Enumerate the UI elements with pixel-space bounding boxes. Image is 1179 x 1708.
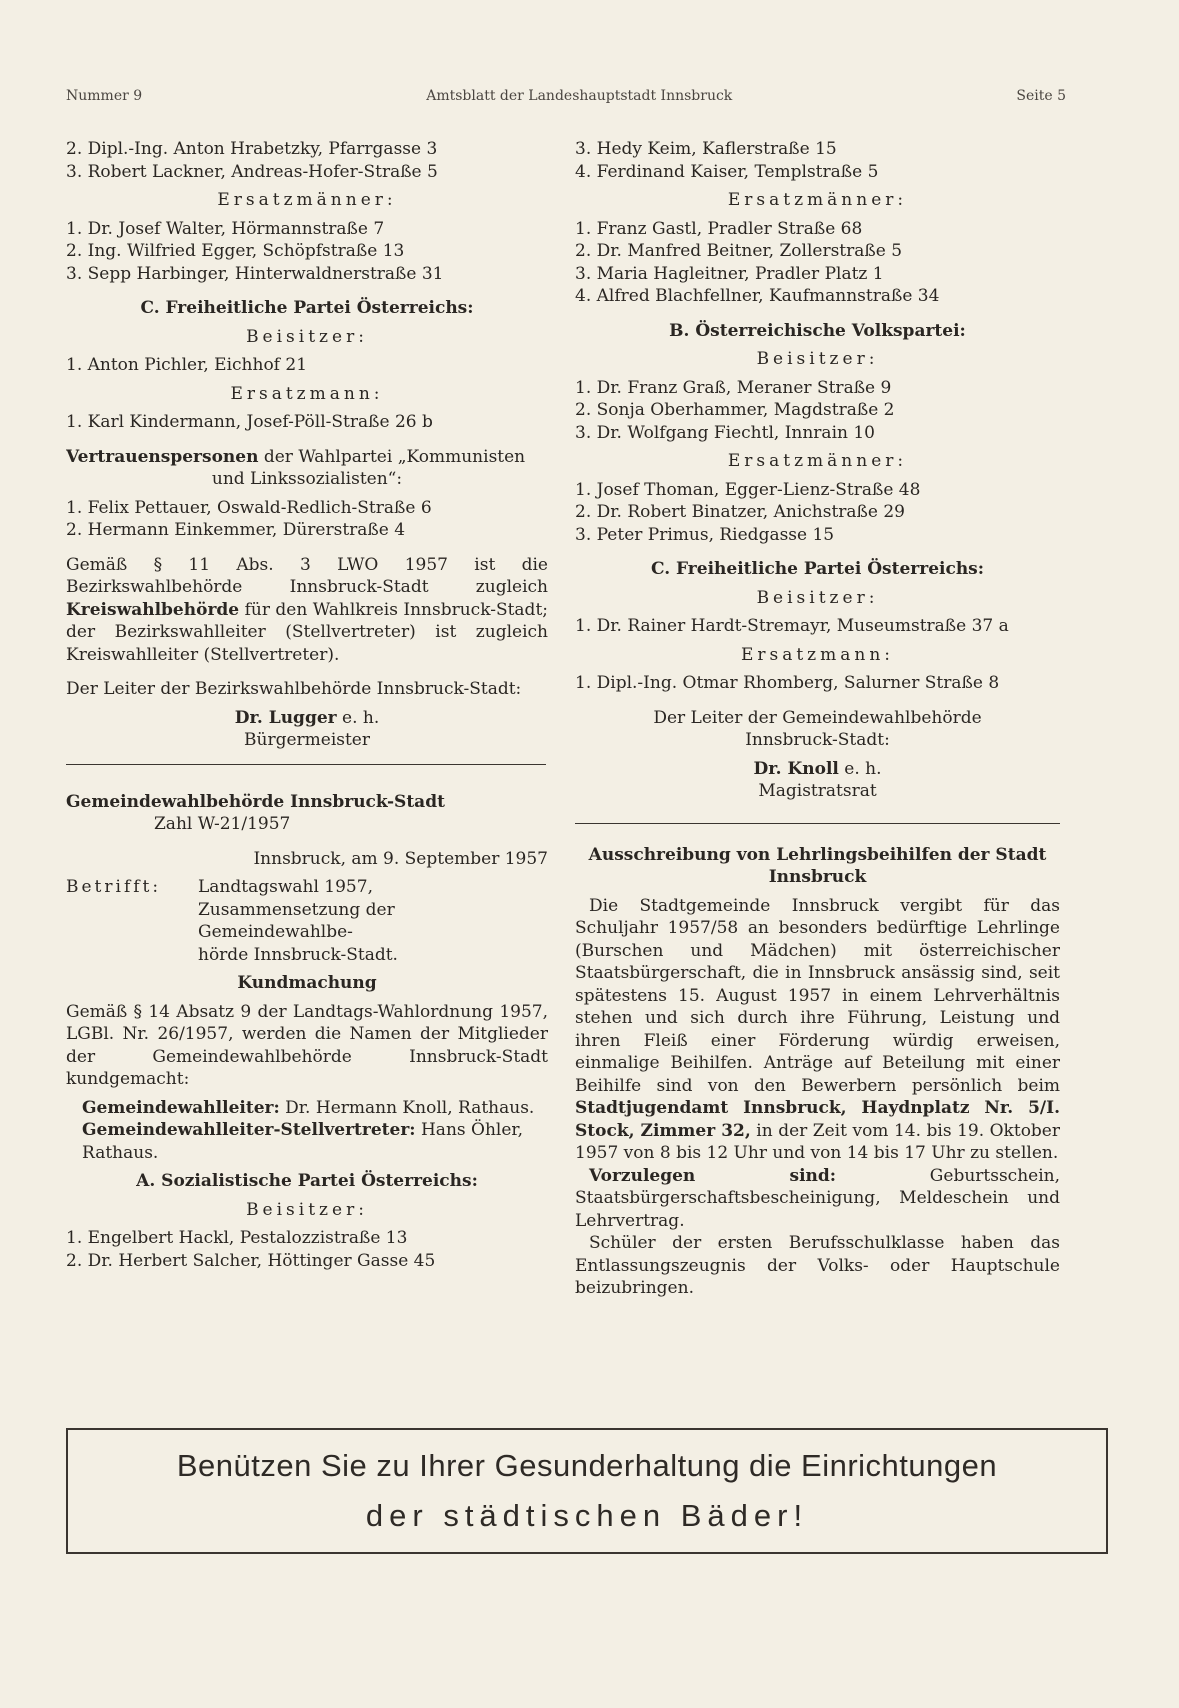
party-heading: C. Freiheitliche Partei Österreichs: (140, 298, 474, 318)
list-item: 1. Engelbert Hackl, Pestalozzistraße 13 (66, 1228, 408, 1248)
sig-suffix: e. h. (838, 758, 882, 779)
section-subheading: Beisitzer: (756, 349, 879, 369)
list-item: 2. Hermann Einkemmer, Dürerstraße 4 (66, 520, 406, 540)
section-subheading: Ersatzmänner: (727, 190, 908, 210)
list-item: 2. Dr. Herbert Salcher, Höttinger Gasse 45 (66, 1250, 436, 1271)
page-number: Seite 5 (1016, 88, 1066, 104)
list-item: 3. Maria Hagleitner, Pradler Platz 1 (575, 263, 884, 284)
list-item: 1. Dipl.-Ing. Otmar Rhomberg, Salurner Straße 8 (575, 673, 1000, 693)
publication-title: Amtsblatt der Landeshauptstadt Innsbruck (426, 88, 733, 104)
page-header (66, 88, 1066, 104)
para-text: Die Stadtgemeinde Innsbruck vergibt für das Schuljahr 1957/58 an besonders bedürftige Lehrlinge (Burschen und Mädchen) mit österreichischer Staatsbürgerschaft, die in Innsbruck ansässig sind, seit spätestens 15. August 1957 in einem Lehrverhältnis stehen und sich durch ihre Führung, Leistung und ihren Fleiß einer Förderung würdig erweisen, einmalige Beihilfen. Anträge auf Beteilung mit einer Beihilfe sind von den Bewerbern persönlich beim (575, 895, 1060, 1096)
kundmachung-heading: Kundmachung (237, 973, 377, 993)
para-bold: Stadtjugendamt Innsbruck, Haydnplatz Nr. 5/I. Stock, Zimmer 32, (575, 1098, 1060, 1141)
signature-title: Bürgermeister (244, 730, 370, 750)
vorzulegen-paragraph (575, 1165, 1060, 1233)
baths-notice-box (66, 1428, 1108, 1554)
signature-name (66, 707, 548, 730)
ausschreibung-heading: Ausschreibung von Lehrlingsbeihilfen der Stadt (588, 844, 1047, 865)
section-divider (66, 764, 546, 765)
list-item: 1. Karl Kindermann, Josef-Pöll-Straße 26 b (66, 412, 433, 432)
sig-suffix: e. h. (336, 707, 380, 728)
betrifft-label: Betrifft: (66, 877, 162, 897)
section-subheading: Beisitzer: (756, 587, 879, 608)
list-item: 1. Franz Gastl, Pradler Straße 68 (575, 218, 863, 239)
signature-intro: Der Leiter der Bezirkswahlbehörde Innsbruck-Stadt: (66, 679, 522, 699)
section-subheading: Beisitzer: (246, 1199, 368, 1220)
kundmachung-paragraph: Gemäß § 14 Absatz 9 der Landtags-Wahlordnung 1957, LGBl. Nr. 26/1957, werden die Namen der Mitglieder der Gemeindewahlbehörde Innsbruck-Stadt kundgemacht: (66, 1001, 548, 1089)
list-item: 4. Alfred Blachfellner, Kaufmannstraße 34 (575, 286, 940, 306)
section-subheading: Beisitzer: (246, 326, 368, 347)
signature-intro-line2: Innsbruck-Stadt: (745, 730, 890, 750)
party-heading: A. Sozialistische Partei Österreichs: (136, 1171, 478, 1191)
list-item: 3. Hedy Keim, Kaflerstraße 15 (575, 139, 837, 159)
para-bold: Kreiswahlbehörde (66, 599, 240, 620)
list-item: 1. Dr. Franz Graß, Meraner Straße 9 (575, 377, 892, 398)
betrifft-line: Zusammensetzung der Gemeindewahlbe- (198, 899, 395, 942)
signature-intro: Der Leiter der Gemeindewahlbehörde (653, 707, 982, 728)
para-text: Geburtsschein, Staatsbürgerschaftsbescheinigung, Meldeschein und Lehrvertrag. (575, 1165, 1060, 1231)
list-item: 3. Sepp Harbinger, Hinterwaldnerstraße 31 (66, 263, 444, 284)
list-item: 2. Ing. Wilfried Egger, Schöpfstraße 13 (66, 241, 405, 261)
gwb-heading: Gemeindewahlbehörde Innsbruck-Stadt (66, 791, 445, 812)
section-subheading: Ersatzmann: (740, 644, 895, 665)
gemaess-paragraph (66, 554, 548, 667)
section-divider (575, 823, 1060, 824)
list-item: 3. Robert Lackner, Andreas-Hofer-Straße 5 (66, 161, 438, 182)
signature-title: Magistratsrat (758, 781, 877, 801)
list-item: 4. Ferdinand Kaiser, Templstraße 5 (575, 161, 879, 182)
section-subheading: Ersatzmänner: (217, 190, 397, 210)
sig-name: Dr. Knoll (753, 758, 839, 779)
list-item: 2. Dipl.-Ing. Anton Hrabetzky, Pfarrgasse 3 (66, 139, 438, 159)
date-line: Innsbruck, am 9. September 1957 (253, 848, 548, 869)
party-heading: C. Freiheitliche Partei Österreichs: (650, 559, 985, 579)
list-item: 3. Peter Primus, Riedgasse 15 (575, 524, 835, 545)
right-column (575, 138, 1060, 1300)
section-subheading: Ersatzmänner: (727, 451, 908, 471)
vertrauen-heading-line2: und Linkssozialisten“: (211, 469, 403, 489)
schueler-paragraph: Schüler der ersten Berufsschulklasse haben das Entlassungszeugnis der Volks- oder Hauptschule beizubringen. (575, 1233, 1060, 1298)
stv-label: Gemeindewahlleiter-Stellvertreter: (82, 1120, 416, 1140)
stv-value: Hans Öhler, Rathaus. (82, 1120, 524, 1163)
ausschreibung-paragraph (575, 895, 1060, 1165)
betrifft-block (66, 876, 548, 966)
left-column (66, 138, 548, 1272)
leiter-label: Gemeindewahlleiter: (82, 1097, 280, 1118)
list-item: 1. Josef Thoman, Egger-Lienz-Straße 48 (575, 479, 921, 500)
betrifft-text (198, 876, 548, 966)
stv-line (66, 1119, 548, 1164)
list-item: 1. Felix Pettauer, Oswald-Redlich-Straße 6 (66, 497, 432, 518)
leiter-line (66, 1097, 548, 1120)
signature-name (575, 758, 1060, 781)
list-item: 1. Anton Pichler, Eichhof 21 (66, 355, 308, 375)
party-heading: B. Österreichische Volkspartei: (669, 320, 966, 341)
para-bold: Vorzulegen sind: (589, 1165, 837, 1186)
list-item: 3. Dr. Wolfgang Fiechtl, Innrain 10 (575, 422, 875, 443)
para-text: für den Wahlkreis Innsbruck-Stadt; der Bezirkswahlleiter (Stellvertreter) ist zugleich Kreiswahlleiter (Stellvertreter). (66, 599, 548, 665)
ausschreibung-heading-2: Innsbruck (768, 867, 867, 887)
betrifft-line: hörde Innsbruck-Stadt. (198, 944, 398, 965)
vertrauen-rest: der Wahlpartei „Kommunisten (258, 446, 526, 467)
para-text: in der Zeit vom 14. bis 19. Oktober 1957 von 8 bis 12 Uhr und von 14 bis 17 Uhr zu stellen. (575, 1120, 1060, 1163)
notice-line-1: Benützen Sie zu Ihrer Gesunderhaltung die Einrichtungen (176, 1448, 998, 1483)
reference-number: Zahl W-21/1957 (154, 814, 291, 834)
list-item: 1. Dr. Josef Walter, Hörmannstraße 7 (66, 218, 385, 239)
section-subheading: Ersatzmann: (230, 383, 384, 404)
para-text: Gemäß § 11 Abs. 3 LWO 1957 ist die Bezirkswahlbehörde Innsbruck-Stadt zugleich (66, 554, 548, 597)
list-item: 1. Dr. Rainer Hardt-Stremayr, Museumstraße 37 a (575, 616, 1009, 636)
issue-number: Nummer 9 (66, 88, 143, 104)
list-item: 2. Sonja Oberhammer, Magdstraße 2 (575, 400, 895, 420)
betrifft-line: Landtagswahl 1957, (198, 877, 373, 897)
sig-name: Dr. Lugger (234, 707, 337, 728)
leiter-value: Dr. Hermann Knoll, Rathaus. (279, 1097, 535, 1118)
vertrauen-bold: Vertrauenspersonen (66, 446, 259, 467)
list-item: 2. Dr. Manfred Beitner, Zollerstraße 5 (575, 241, 903, 261)
list-item: 2. Dr. Robert Binatzer, Anichstraße 29 (575, 502, 905, 522)
vertrauen-heading (66, 446, 548, 469)
notice-line-2: der städtischen Bäder! (365, 1498, 809, 1533)
